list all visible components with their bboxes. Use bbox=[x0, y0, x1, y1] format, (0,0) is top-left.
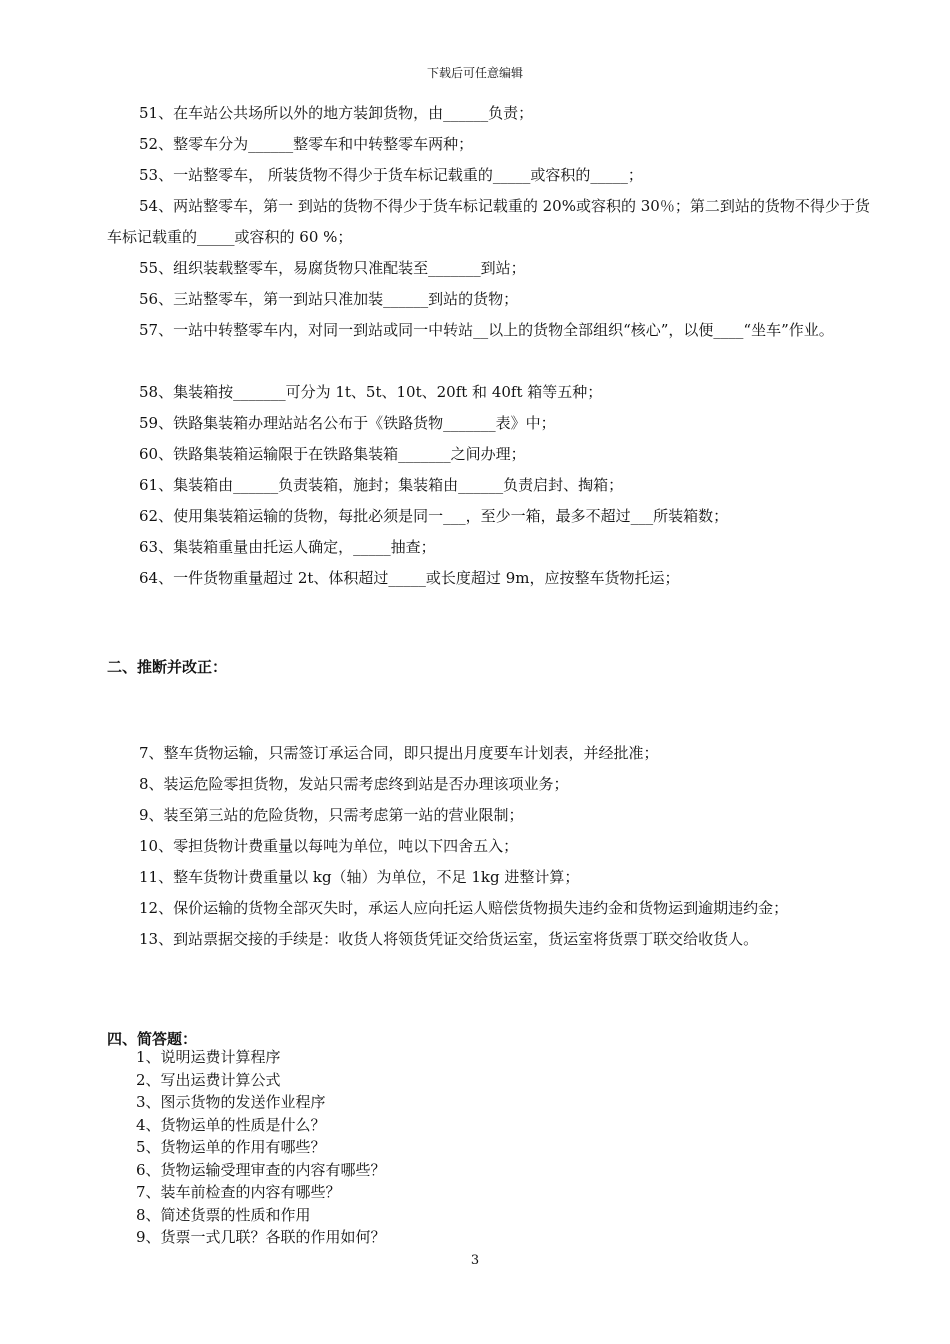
judge-question-13: 13、到站票据交接的手续是：收货人将领货凭证交给货运室，货运室将货票丁联交给收货人。 bbox=[139, 930, 759, 948]
short-question-5: 5、货物运单的作用有哪些？ bbox=[136, 1138, 326, 1156]
section-2-title: 二、推断并改正： bbox=[107, 658, 228, 676]
fill-question-63: 63、集装箱重量由托运人确定，_____抽查； bbox=[139, 538, 436, 556]
judge-question-9: 9、装至第三站的危险货物，只需考虑第一站的营业限制； bbox=[139, 806, 524, 824]
fill-question-56: 56、三站整零车，第一到站只准加装______到站的货物； bbox=[139, 290, 519, 308]
short-question-9: 9、货票一式几联？各联的作用如何？ bbox=[136, 1228, 386, 1246]
section-4-title: 四、简答题： bbox=[107, 1030, 198, 1048]
judge-question-12: 12、保价运输的货物全部灭失时，承运人应向托运人赔偿货物损失违约金和货物运到逾期违约金； bbox=[139, 899, 789, 917]
short-question-3: 3、图示货物的发送作业程序 bbox=[136, 1093, 326, 1111]
short-answer-list bbox=[136, 1046, 386, 1249]
short-question-1: 1、说明运费计算程序 bbox=[136, 1048, 281, 1066]
judge-question-11: 11、整车货物计费重量以 kg（轴）为单位，不足 1kg 进整计算； bbox=[139, 868, 580, 886]
judge-question-8: 8、装运危险零担货物，发站只需考虑终到站是否办理该项业务； bbox=[139, 775, 569, 793]
fill-question-59: 59、铁路集装箱办理站站名公布于《铁路货物_______表》中； bbox=[139, 414, 556, 432]
short-question-6: 6、货物运输受理审查的内容有哪些？ bbox=[136, 1160, 386, 1179]
fill-question-61: 61、集装箱由______负责装箱，施封；集装箱由______负责启封、掏箱； bbox=[139, 476, 624, 494]
fill-question-58: 58、集装箱按_______可分为 1t、5t、10t、20ft 和 40ft 箱等五种； bbox=[139, 383, 603, 401]
short-question-8: 8、简述货票的性质和作用 bbox=[136, 1205, 311, 1224]
fill-question-60: 60、铁路集装箱运输限于在铁路集装箱_______之间办理； bbox=[139, 445, 526, 463]
fill-question-62: 62、使用集装箱运输的货物，每批必须是同一___，至少一箱，最多不超过___所装箱数； bbox=[139, 507, 729, 525]
page-header: 下载后可任意编辑 bbox=[426, 66, 523, 80]
short-question-7: 7、装车前检查的内容有哪些？ bbox=[136, 1183, 341, 1201]
fill-question-51: 51、在车站公共场所以外的地方装卸货物，由______负责； bbox=[139, 104, 534, 122]
page-number: 3 bbox=[470, 1253, 480, 1268]
short-question-4: 4、货物运单的性质是什么？ bbox=[136, 1115, 326, 1134]
fill-question-54: 54、两站整零车，第一 到站的货物不得少于货车标记载重的 20%或容积的 30％；第二到站的货物不得少于货车标记载重的_____或容积的 60 %； bbox=[107, 197, 870, 246]
fill-question-57: 57、一站中转整零车内，对同一到站或同一中转站__以上的货物全部组织“核心”，以便____“坐车”作业。 bbox=[139, 321, 834, 339]
short-question-2: 2、写出运费计算公式 bbox=[136, 1070, 281, 1089]
judge-question-7: 7、整车货物运输，只需签订承运合同，即只提出月度要车计划表，并经批准； bbox=[139, 744, 659, 762]
fill-question-53: 53、一站整零车， 所装货物不得少于货车标记载重的_____或容积的_____； bbox=[139, 166, 643, 184]
fill-question-55: 55、组织装载整零车，易腐货物只准配装至_______到站； bbox=[139, 259, 526, 277]
judge-question-10: 10、零担货物计费重量以每吨为单位，吨以下四舍五入； bbox=[139, 837, 519, 855]
fill-question-64: 64、一件货物重量超过 2t、体积超过_____或长度超过 9m，应按整车货物托运； bbox=[139, 569, 680, 587]
fill-question-52: 52、整零车分为______整零车和中转整零车两种； bbox=[139, 135, 474, 153]
